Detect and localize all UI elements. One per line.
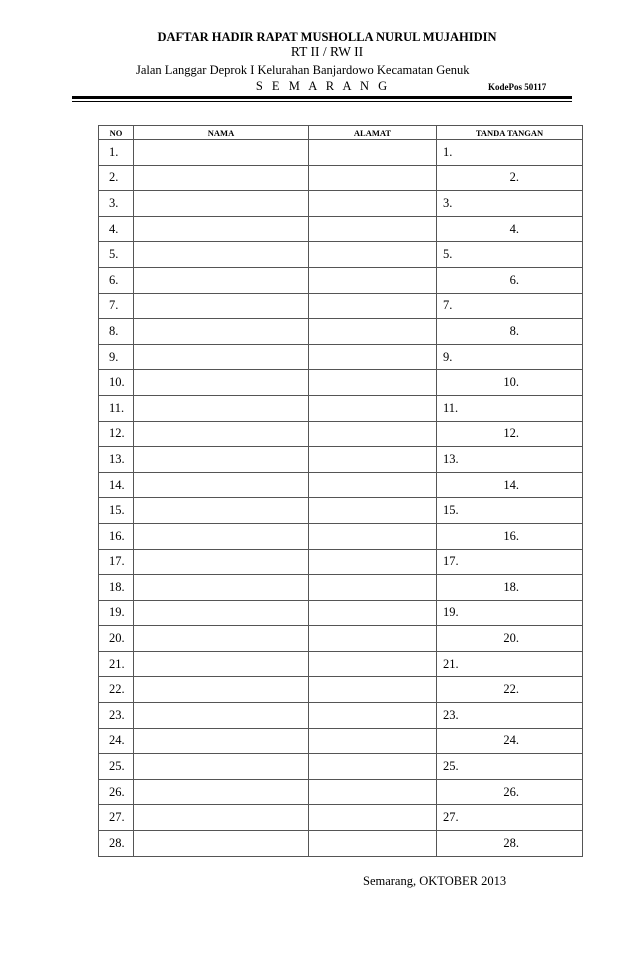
table-row: [99, 677, 583, 703]
alamat-cell[interactable]: [309, 831, 437, 857]
row-number: 25.: [99, 754, 134, 780]
nama-cell[interactable]: [134, 703, 309, 729]
table-row: [99, 779, 583, 805]
nama-cell[interactable]: [134, 191, 309, 217]
nama-cell[interactable]: [134, 754, 309, 780]
table-header-row: [99, 126, 583, 140]
row-number: 17.: [99, 549, 134, 575]
row-number: 1.: [99, 140, 134, 166]
signature-cell[interactable]: 7.: [437, 293, 583, 319]
nama-cell[interactable]: [134, 293, 309, 319]
signature-cell[interactable]: 21.: [437, 651, 583, 677]
row-number: 8.: [99, 319, 134, 345]
signature-cell[interactable]: 9.: [437, 344, 583, 370]
nama-cell[interactable]: [134, 498, 309, 524]
table-row: [99, 395, 583, 421]
nama-cell[interactable]: [134, 447, 309, 473]
signature-cell[interactable]: 27.: [437, 805, 583, 831]
table-row: [99, 140, 583, 166]
row-number: 5.: [99, 242, 134, 268]
alamat-cell[interactable]: [309, 703, 437, 729]
table-body: [99, 140, 583, 857]
alamat-cell[interactable]: [309, 421, 437, 447]
signature-cell[interactable]: 12.: [437, 421, 583, 447]
attendance-table: [98, 125, 583, 857]
row-number: 14.: [99, 472, 134, 498]
alamat-cell[interactable]: [309, 779, 437, 805]
row-number: 24.: [99, 728, 134, 754]
address-line: Jalan Langgar Deprok I Kelurahan Banjardowo Kecamatan Genuk: [136, 63, 470, 77]
signature-cell[interactable]: 15.: [437, 498, 583, 524]
alamat-cell[interactable]: [309, 600, 437, 626]
table-row: [99, 626, 583, 652]
nama-cell[interactable]: [134, 267, 309, 293]
nama-cell[interactable]: [134, 677, 309, 703]
column-header-tanda-tangan: TANDA TANGAN: [437, 126, 583, 140]
table-row: [99, 754, 583, 780]
table-row: [99, 267, 583, 293]
table-row: [99, 472, 583, 498]
table-row: [99, 703, 583, 729]
column-header-no: NO: [99, 126, 134, 140]
alamat-cell[interactable]: [309, 165, 437, 191]
table-row: [99, 447, 583, 473]
table-row: [99, 370, 583, 396]
alamat-cell[interactable]: [309, 267, 437, 293]
alamat-cell[interactable]: [309, 472, 437, 498]
table-row: [99, 293, 583, 319]
alamat-cell[interactable]: [309, 549, 437, 575]
row-number: 4.: [99, 216, 134, 242]
row-number: 16.: [99, 523, 134, 549]
row-number: 18.: [99, 575, 134, 601]
alamat-cell[interactable]: [309, 140, 437, 166]
header-divider-thick: [72, 96, 572, 99]
nama-cell[interactable]: [134, 216, 309, 242]
table-row: [99, 651, 583, 677]
row-number: 10.: [99, 370, 134, 396]
row-number: 22.: [99, 677, 134, 703]
row-number: 28.: [99, 831, 134, 857]
alamat-cell[interactable]: [309, 293, 437, 319]
nama-cell[interactable]: [134, 421, 309, 447]
alamat-cell[interactable]: [309, 344, 437, 370]
nama-cell[interactable]: [134, 140, 309, 166]
signature-cell[interactable]: 3.: [437, 191, 583, 217]
alamat-cell[interactable]: [309, 216, 437, 242]
table-row: [99, 575, 583, 601]
alamat-cell[interactable]: [309, 523, 437, 549]
signature-cell[interactable]: 5.: [437, 242, 583, 268]
table-row: [99, 421, 583, 447]
row-number: 6.: [99, 267, 134, 293]
row-number: 27.: [99, 805, 134, 831]
signature-cell[interactable]: 2.: [437, 165, 583, 191]
table-row: [99, 344, 583, 370]
signature-cell[interactable]: 20.: [437, 626, 583, 652]
table-row: [99, 319, 583, 345]
nama-cell[interactable]: [134, 523, 309, 549]
row-number: 26.: [99, 779, 134, 805]
row-number: 21.: [99, 651, 134, 677]
signature-cell[interactable]: 24.: [437, 728, 583, 754]
signature-cell[interactable]: 8.: [437, 319, 583, 345]
row-number: 20.: [99, 626, 134, 652]
column-header-alamat: ALAMAT: [309, 126, 437, 140]
alamat-cell[interactable]: [309, 395, 437, 421]
table-row: [99, 728, 583, 754]
alamat-cell[interactable]: [309, 805, 437, 831]
nama-cell[interactable]: [134, 805, 309, 831]
alamat-cell[interactable]: [309, 498, 437, 524]
nama-cell[interactable]: [134, 651, 309, 677]
row-number: 9.: [99, 344, 134, 370]
nama-cell[interactable]: [134, 575, 309, 601]
row-number: 2.: [99, 165, 134, 191]
nama-cell[interactable]: [134, 779, 309, 805]
alamat-cell[interactable]: [309, 754, 437, 780]
header-divider-thin: [72, 101, 572, 102]
nama-cell[interactable]: [134, 319, 309, 345]
nama-cell[interactable]: [134, 370, 309, 396]
place-and-date: Semarang, OKTOBER 2013: [363, 874, 507, 888]
alamat-cell[interactable]: [309, 370, 437, 396]
nama-cell[interactable]: [134, 549, 309, 575]
signature-cell[interactable]: 18.: [437, 575, 583, 601]
alamat-cell[interactable]: [309, 651, 437, 677]
signature-cell[interactable]: 11.: [437, 395, 583, 421]
signature-cell[interactable]: 13.: [437, 447, 583, 473]
nama-cell[interactable]: [134, 472, 309, 498]
document-subtitle: RT II / RW II: [290, 44, 364, 59]
row-number: 23.: [99, 703, 134, 729]
nama-cell[interactable]: [134, 831, 309, 857]
alamat-cell[interactable]: [309, 191, 437, 217]
nama-cell[interactable]: [134, 242, 309, 268]
nama-cell[interactable]: [134, 344, 309, 370]
alamat-cell[interactable]: [309, 319, 437, 345]
nama-cell[interactable]: [134, 395, 309, 421]
row-number: 13.: [99, 447, 134, 473]
document-title: DAFTAR HADIR RAPAT MUSHOLLA NURUL MUJAHIDIN: [157, 30, 497, 44]
table-row: [99, 549, 583, 575]
row-number: 12.: [99, 421, 134, 447]
table-row: [99, 216, 583, 242]
table-row: [99, 242, 583, 268]
table-row: [99, 805, 583, 831]
postal-code: KodePos 50117: [488, 82, 547, 92]
signature-cell[interactable]: 25.: [437, 754, 583, 780]
signature-cell[interactable]: 23.: [437, 703, 583, 729]
nama-cell[interactable]: [134, 626, 309, 652]
alamat-cell[interactable]: [309, 242, 437, 268]
table-row: [99, 498, 583, 524]
table-row: [99, 191, 583, 217]
alamat-cell[interactable]: [309, 626, 437, 652]
signature-cell[interactable]: 6.: [437, 267, 583, 293]
row-number: 7.: [99, 293, 134, 319]
alamat-cell[interactable]: [309, 728, 437, 754]
table-row: [99, 165, 583, 191]
nama-cell[interactable]: [134, 600, 309, 626]
alamat-cell[interactable]: [309, 677, 437, 703]
table-row: [99, 831, 583, 857]
signature-cell[interactable]: 4.: [437, 216, 583, 242]
signature-cell[interactable]: 10.: [437, 370, 583, 396]
table-row: [99, 523, 583, 549]
signature-cell[interactable]: 17.: [437, 549, 583, 575]
signature-cell[interactable]: 26.: [437, 779, 583, 805]
row-number: 19.: [99, 600, 134, 626]
alamat-cell[interactable]: [309, 575, 437, 601]
signature-cell[interactable]: 19.: [437, 600, 583, 626]
alamat-cell[interactable]: [309, 447, 437, 473]
signature-cell[interactable]: 1.: [437, 140, 583, 166]
signature-cell[interactable]: 28.: [437, 831, 583, 857]
table-row: [99, 600, 583, 626]
signature-cell[interactable]: 22.: [437, 677, 583, 703]
nama-cell[interactable]: [134, 165, 309, 191]
nama-cell[interactable]: [134, 728, 309, 754]
row-number: 3.: [99, 191, 134, 217]
column-header-nama: NAMA: [134, 126, 309, 140]
row-number: 11.: [99, 395, 134, 421]
row-number: 15.: [99, 498, 134, 524]
city-name: S E M A R A N G: [255, 79, 391, 93]
signature-cell[interactable]: 14.: [437, 472, 583, 498]
signature-cell[interactable]: 16.: [437, 523, 583, 549]
